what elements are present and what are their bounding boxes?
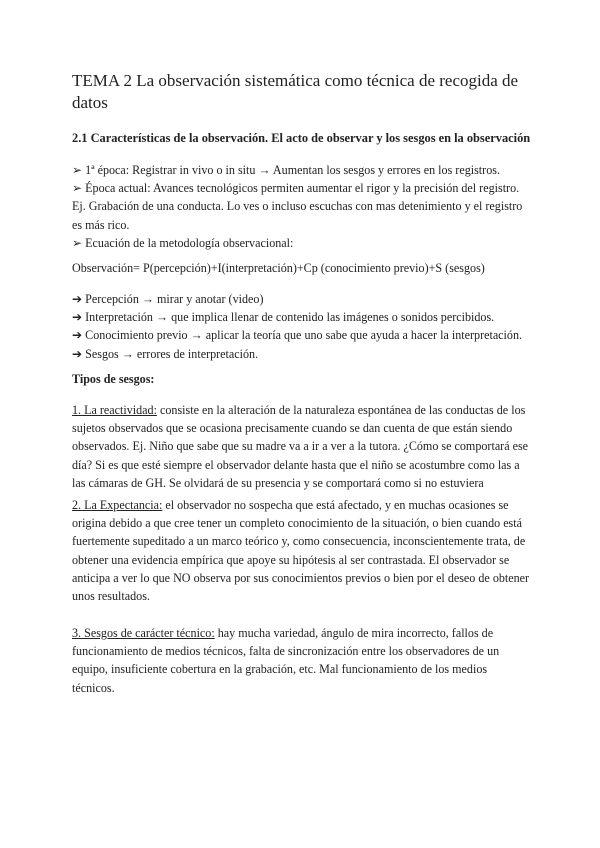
- epoch-item-3: ➢ Ecuación de la metodología observacional:: [72, 235, 294, 250]
- component-item: ➔ Sesgos → errores de interpretación.: [72, 346, 259, 361]
- arrowhead-bullet-icon: ➢: [72, 181, 83, 196]
- bias-text: el observador no sospecha que está afectado, y en muchas ocasiones se origina debido a que cree tener un completo conocimiento de la situación, o bien cuando está fuertemente supeditado a un marco teórico y, como consecuencia, inconscientemente trata, de obtener una evidencia empírica que apoye su hipótesis al ser contrastada. El observador se anticipa a ver lo que NO observa por sus conocimientos previos o bien por el deseo de obtener unos resultados.: [72, 498, 530, 604]
- bias-label: 1. La reactividad:: [72, 403, 157, 417]
- epoch-example: Ej. Grabación de una conducta. Lo ves o incluso escuchas con mas detenimiento y el registro es más rico.: [72, 199, 523, 232]
- section-title: 2.1 Características de la observación. El acto de observar y los sesgos en la observación: [72, 131, 531, 145]
- bias-label: 2. La Expectancia:: [72, 498, 163, 512]
- epoch-item-2: ➢ Época actual: Avances tecnológicos permiten aumentar el rigor y la precisión del registro.: [72, 181, 520, 196]
- bias-reactivity: [72, 401, 530, 492]
- epoch-item-1: ➢ 1ª época: Registrar in vivo o in situ → Aumentan los sesgos y errores en los registros.: [72, 163, 500, 177]
- biases-heading: Tipos de sesgos:: [72, 372, 155, 386]
- bias-expectancy: [72, 496, 530, 605]
- observation-equation: Observación= P(percepción)+I(interpretación)+Cp (conocimiento previo)+S (sesgos): [72, 261, 485, 275]
- component-item: ➔ Percepción → mirar y anotar (video): [72, 292, 264, 306]
- epochs-list: [72, 161, 530, 252]
- bias-text: hay mucha variedad, ángulo de mira incorrecto, fallos de funcionamiento de medios técnicos, falta de sincronización entre los observadores de un equipo, insuficiente cobertura en la grabación, etc. Mal funcionamiento de los medios técnicos.: [72, 626, 500, 695]
- component-item: ➔ Conocimiento previo → aplicar la teoría que uno sabe que ayuda a hacer la interpretación.: [72, 328, 523, 343]
- document-title: TEMA 2 La observación sistemática como técnica de recogida de datos: [72, 71, 519, 112]
- bias-text: consiste en la alteración de la naturaleza espontánea de las conductas de los sujetos observados que se ocasiona precisamente cuando se dan cuenta de que están siendo observados. Ej. Niño que sabe que su madre va a ir a ver a la tutora. ¿Cómo se comportará ese día? Si es que esté siempre el observador delante hasta que el niño se acostumbre como las a las cámaras de GH. Se olvidará de su presencia y se comportará como si no estuviera: [72, 403, 529, 490]
- arrowhead-bullet-icon: ➢: [72, 235, 83, 250]
- arrowhead-bullet-icon: ➢: [72, 163, 83, 177]
- bias-label: 3. Sesgos de carácter técnico:: [72, 626, 215, 640]
- component-item: ➔ Interpretación → que implica llenar de contenido las imágenes o sonidos percibidos.: [72, 310, 495, 325]
- bias-technical: [72, 624, 530, 697]
- components-list: [72, 290, 530, 363]
